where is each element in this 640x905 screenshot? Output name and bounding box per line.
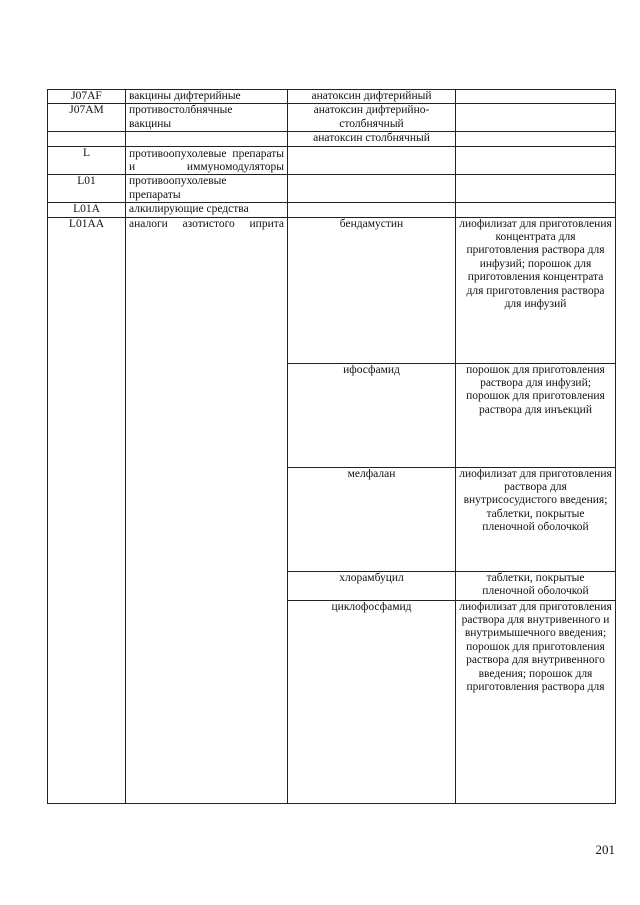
inn-cell: хлорамбуцил bbox=[288, 571, 456, 600]
atc-code-cell bbox=[48, 132, 126, 146]
atc-code-cell: J07AF bbox=[48, 90, 126, 104]
form-cell bbox=[456, 146, 616, 175]
group-cell: противоопухолевые препараты и иммуномодуляторы bbox=[126, 146, 288, 175]
form-cell bbox=[456, 175, 616, 203]
group-cell bbox=[126, 132, 288, 146]
table-row bbox=[48, 132, 616, 146]
inn-cell: ифосфамид bbox=[288, 363, 456, 467]
group-cell: противоопухолевые препараты bbox=[126, 175, 288, 203]
table-row bbox=[48, 104, 616, 132]
group-cell: алкилирующие средства bbox=[126, 203, 288, 217]
form-cell: лиофилизат для приготовления концентрата для приготовления раствора для инфузий; порошок для приготовления концентрата для приготовления раствора для инфузий bbox=[456, 217, 616, 363]
table-row bbox=[48, 203, 616, 217]
inn-cell bbox=[288, 146, 456, 175]
page-number: 201 bbox=[595, 842, 615, 857]
atc-code-cell: L01 bbox=[48, 175, 126, 203]
inn-cell: циклофосфамид bbox=[288, 600, 456, 803]
drug-table bbox=[47, 89, 616, 804]
inn-cell: бендамустин bbox=[288, 217, 456, 363]
table-row bbox=[48, 146, 616, 175]
form-cell bbox=[456, 90, 616, 104]
inn-cell: анатоксин дифтерийный bbox=[288, 90, 456, 104]
atc-code-cell: L01A bbox=[48, 203, 126, 217]
inn-cell bbox=[288, 203, 456, 217]
inn-cell bbox=[288, 175, 456, 203]
inn-cell: мелфалан bbox=[288, 467, 456, 571]
form-cell bbox=[456, 132, 616, 146]
form-cell: лиофилизат для приготовления раствора для внутрисосудистого введения; таблетки, покрытые пленочной оболочкой bbox=[456, 467, 616, 571]
table-row bbox=[48, 175, 616, 203]
group-cell: вакцины дифтерийные bbox=[126, 90, 288, 104]
form-cell: таблетки, покрытые пленочной оболочкой bbox=[456, 571, 616, 600]
group-cell: противостолбнячные вакцины bbox=[126, 104, 288, 132]
form-cell: лиофилизат для приготовления раствора для внутривенного и внутримышечного введения; порошок для приготовления раствора для внутривенного введения; порошок для приготовления раствора для bbox=[456, 600, 616, 803]
form-cell bbox=[456, 203, 616, 217]
group-cell: аналоги азотистого иприта bbox=[126, 217, 288, 803]
atc-code-cell: L01AA bbox=[48, 217, 126, 803]
table-row bbox=[48, 90, 616, 104]
atc-code-cell: L bbox=[48, 146, 126, 175]
form-cell: порошок для приготовления раствора для инфузий; порошок для приготовления раствора для инъекций bbox=[456, 363, 616, 467]
inn-cell: анатоксин дифтерийно-столбнячный bbox=[288, 104, 456, 132]
form-cell bbox=[456, 104, 616, 132]
table-row bbox=[48, 217, 616, 363]
atc-code-cell: J07AM bbox=[48, 104, 126, 132]
inn-cell: анатоксин столбнячный bbox=[288, 132, 456, 146]
